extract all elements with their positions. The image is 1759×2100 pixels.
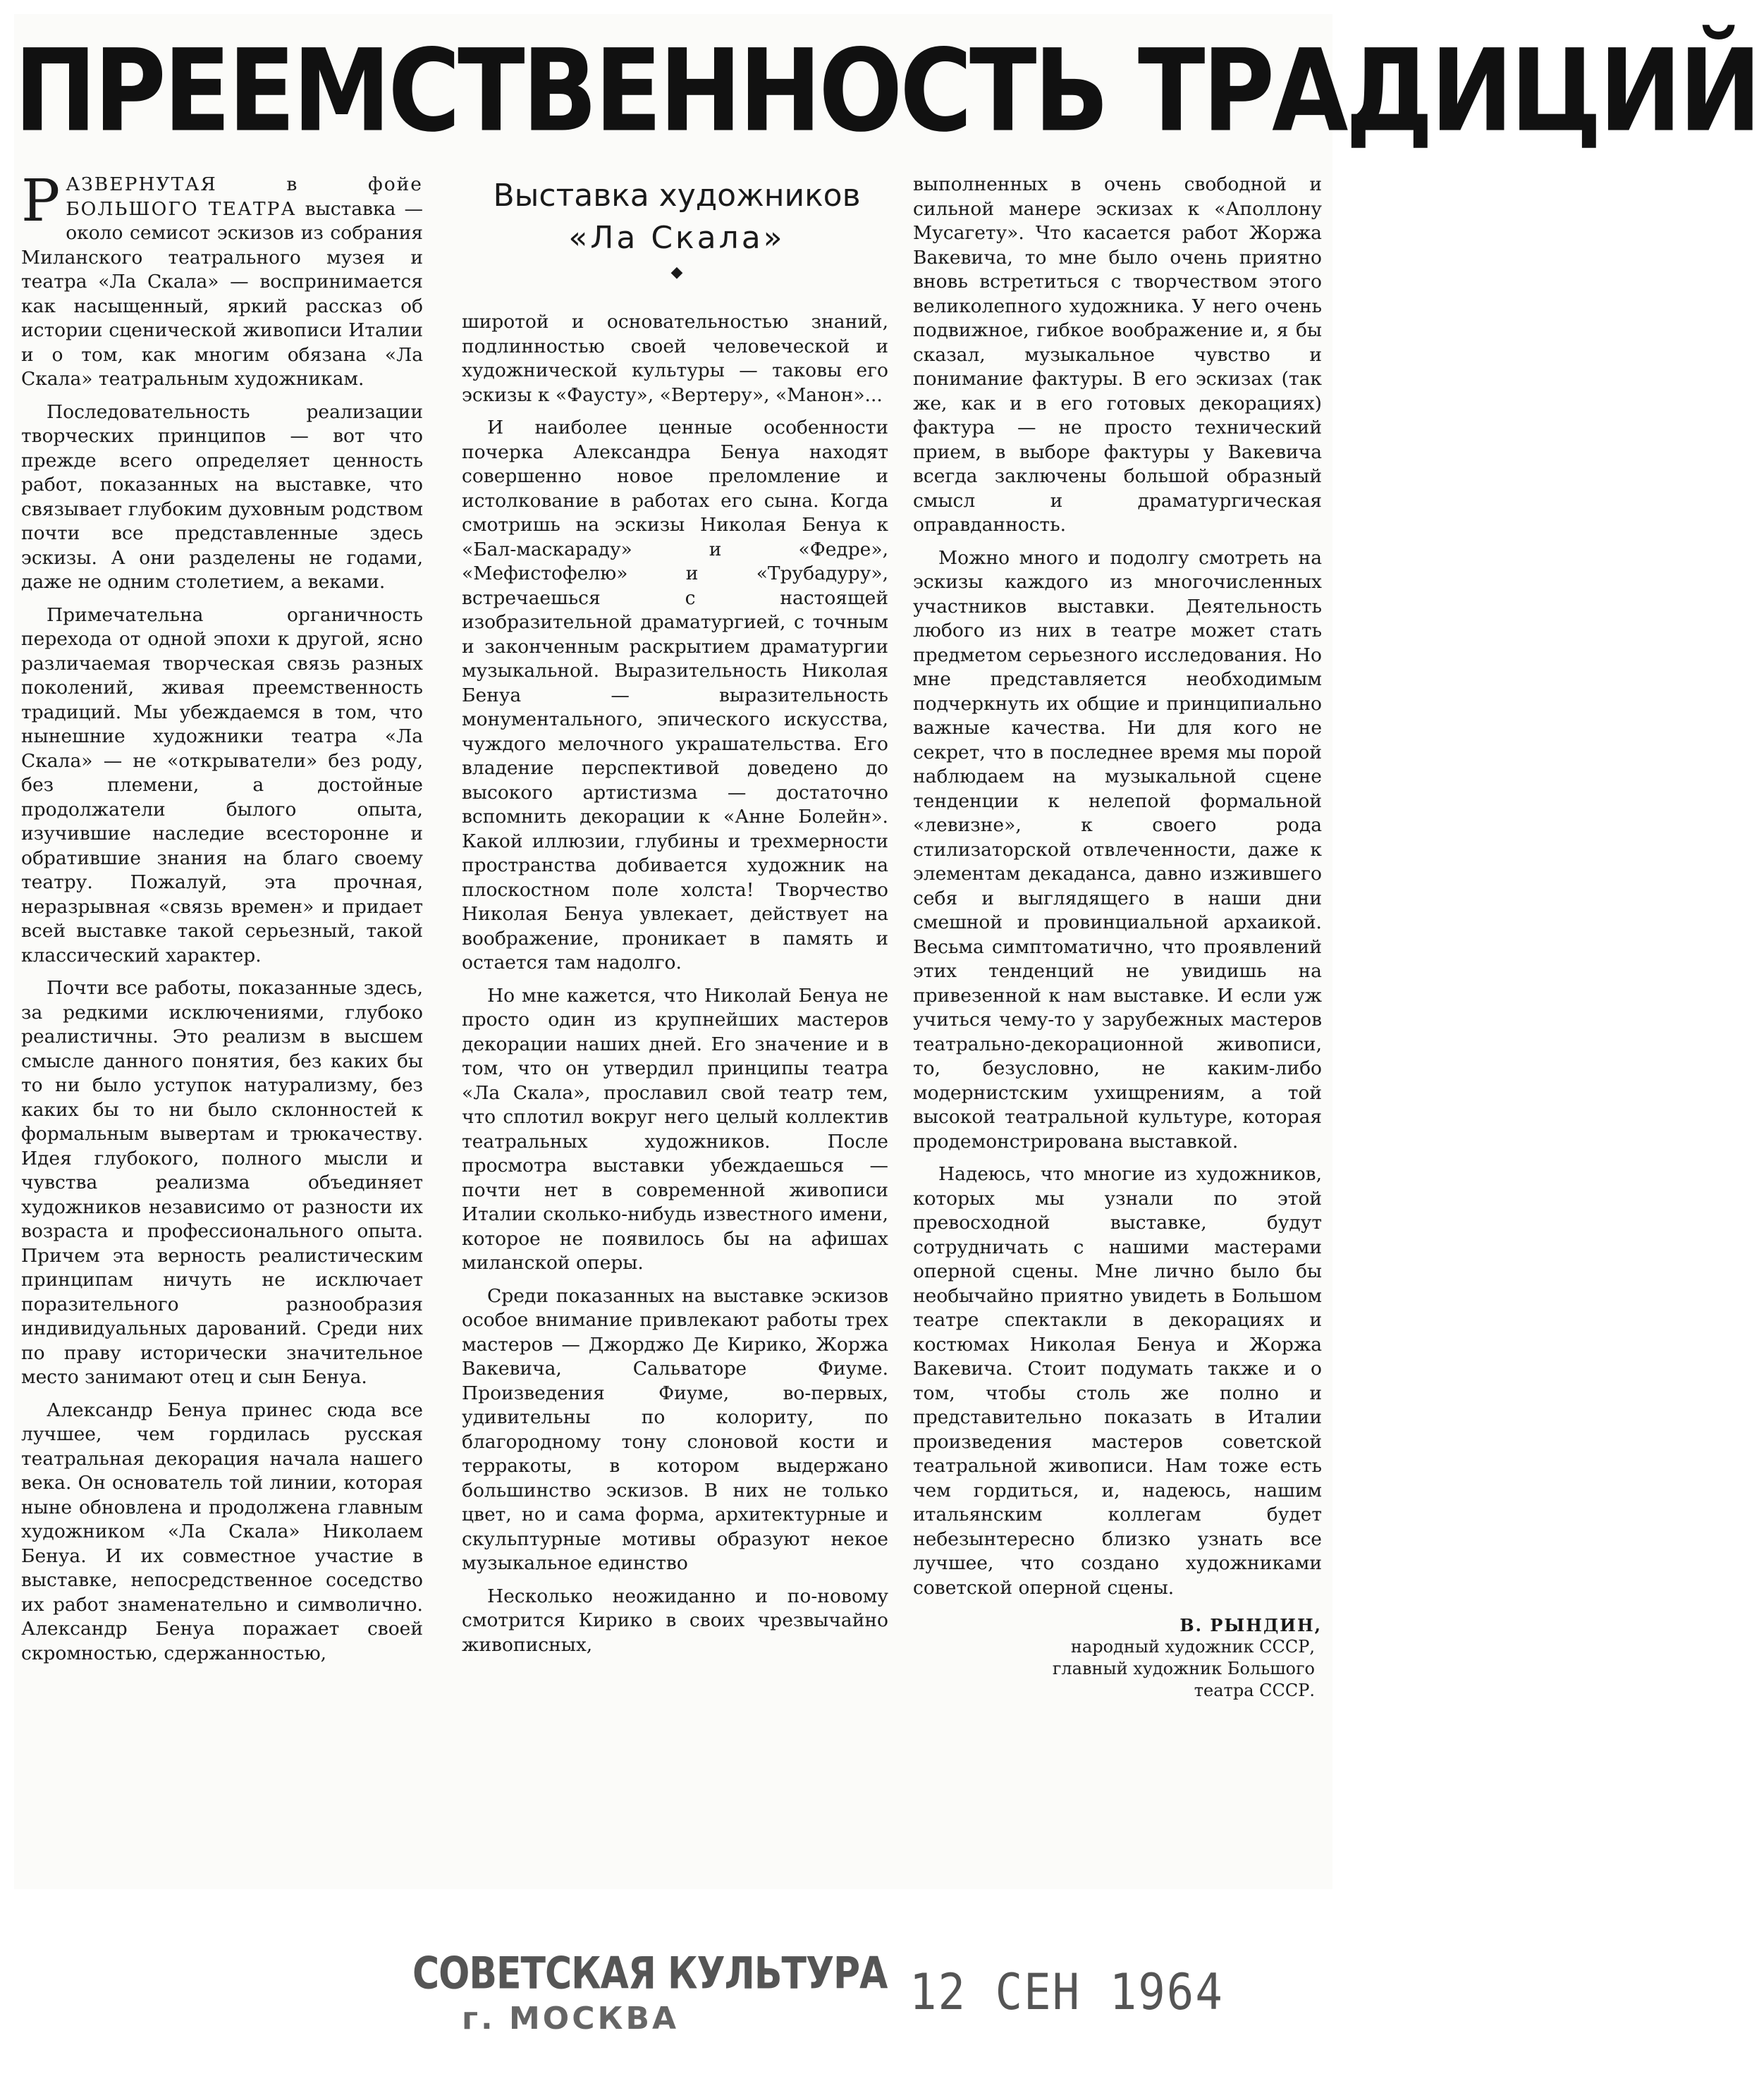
paragraph: Среди показанных на выставке эскизов особое внимание привлекают работы трех мастеров — Джорджо Де Кирико, Жоржа Вакевича, Сальваторе Фиуме. Произведения Фиуме, во-первых, удивительны по колориту, по благородному тону слоновой кости и терракоты, в котором выдержано большинство эскизов. В них не только цвет, но и сама форма, архитектурные и скульптурные мотивы образуют некое музыкальное единство xyxy=(462,1284,888,1574)
paragraph: выполненных в очень свободной и сильной манере эскизах к «Аполлону Мусагету». Что касается работ Жоржа Вакевича, то мне было очень приятно вновь встретиться с творчеством этого великолепного художника. У него очень подвижное, гибкое воображение и, я бы сказал, музыкальное чувство и понимание фактуры. В его эскизах (так же, как и в его готовых декорациях) фактура — не просто технический прием, в выборе фактуры у Вакевича всегда заключены большой образный смысл и драматургическая оправданность. xyxy=(913,173,1322,536)
paragraph: Надеюсь, что многие из художников, которых мы узнали по этой превосходной выставке, будут сотрудничать с нашими мастерами оперной сцены. Мне лично было бы необычайно приятно увидеть в Большом театре спектакли в декорациях и костюмах Николая Бенуа и Жоржа Вакевича. Стоит подумать также и о том, чтобы столь же полно и представительно показать в Италии произведения мастеров советской театральной живописи. Нам тоже есть чем гордиться, и, надеюсь, нашим итальянским коллегам будет небезынтересно близко узнать все лучшее, что создано художниками советской оперной сцены. xyxy=(913,1163,1322,1599)
column-3 xyxy=(913,173,1322,1702)
lead-caps: АЗВЕРНУТАЯ в фойе БОЛЬШОГО ТЕАТРА xyxy=(66,173,423,220)
newspaper-stamp xyxy=(412,1948,888,2037)
subhead-line-1: Выставка художников xyxy=(493,178,861,214)
lead-text: выставка — около семисот эскизов из собрания Миланского театрального музея и театра «Ла Скала» — воспринимается как насыщенный, яркий рассказ об истории сценической живописи Италии и о том, как многим обязана «Ла Скала» театральным художникам. xyxy=(21,197,423,390)
stamp-newspaper: СОВЕТСКАЯ КУЛЬТУРА xyxy=(412,1948,888,1999)
stamp-city: г. МОСКВА xyxy=(462,2001,680,2037)
paragraph: Почти все работы, показанные здесь, за редкими исключениями, глубоко реалистичны. Это реализм в высшем смысле данного понятия, без каких бы то ни было уступок натурализму, без каких бы то ни было склонностей к формальным вывертам и трюкачеству. Идея глубокого, полного мысли и чувства реализма объединяет художников независимо от разности их возраста и профессионального опыта. Причем эта верность реалистическим принципам ничуть не исключает поразительного разнообразия индивидуальных дарований. Среди них по праву исторически значительное место занимают отец и сын Бенуа. xyxy=(21,977,423,1388)
paragraph: Примечательна органичность перехода от одной эпохи к другой, ясно различаемая творческая связь разных поколений, живая преемственность традиций. Мы убеждаемся в том, что нынешние художники театра «Ла Скала» — не «открыватели» без роду, без племени, а достойные продолжатели былого опыта, изучившие наследие всесторонне и обратившие знания на благо своему театру. Пожалуй, эта прочная, неразрывная «связь времен» и придает всей выставке такой серьезный, такой классический характер. xyxy=(21,603,423,966)
article-headline: ПРЕЕМСТВЕННОСТЬ ТРАДИЦИЙ xyxy=(14,25,1759,158)
lead-paragraph xyxy=(21,168,423,392)
author-title: главный художник Большого xyxy=(1052,1659,1315,1678)
author-signature xyxy=(913,1614,1322,1702)
article-subheading xyxy=(465,176,888,281)
paragraph: широтой и основательностью знаний, подлинностью своей человеческой и художнической культуры — таковы его эскизы к «Фаусту», «Вертеру», «Манон»... xyxy=(462,311,888,406)
ornament-icon: ◆ xyxy=(670,264,683,281)
stamp-date: 12 СЕН 1964 xyxy=(909,1964,1224,2022)
column-2 xyxy=(462,310,888,1657)
drop-cap: Р xyxy=(21,168,61,235)
paragraph: И наиболее ценные особенности почерка Александра Бенуа находят совершенно новое преломление и истолкование в работах его сына. Когда смотришь на эскизы Николая Бенуа к «Бал-маскараду» и «Федре», «Мефистофелю» и «Трубадуру», встречаешься с настоящей изобразительной драматургией, с точным и законченным раскрытием драматургии музыкальной. Выразительность Николая Бенуа — выразительность монументального, эпического искусства, чуждого мелочного украшательства. Его владение перспективой доведено до высокого артистизма — достаточно вспомнить декорации к «Анне Болейн». Какой иллюзии, глубины и трехмерности пространства добивается художник на плоскостном поле холста! Творчество Николая Бенуа увлекает, действует на воображение, проникает в память и остается там надолго. xyxy=(462,417,888,974)
column-1 xyxy=(21,168,423,1666)
author-title: народный художник СССР, xyxy=(1070,1637,1315,1657)
paragraph: Можно много и подолгу смотреть на эскизы каждого из многочисленных участников выставки. Деятельность любого из них в театре может стать предметом серьезного исследования. Но мне представляется необходимым подчеркнуть их общие и принципиально важные качества. Ни для кого не секрет, что в последнее время мы порой наблюдаем на музыкальной сцене тенденции к нелепой формальной «левизне», к своего рода стилизаторской отвлеченности, даже к элементам декаданса, давно изжившего себя и выглядящего в наши дни смешной и провинциальной архаикой. Весьма симптоматично, что проявлений этих тенденций не увидишь на привезенной к нам выставке. И если уж учиться чему-то у зарубежных мастеров театрально-декорационной живописи, то, безусловно, не каким-либо модернистским ухищрениям, а той высокой театральной культуре, которая продемонстрирована выставкой. xyxy=(913,546,1322,1153)
author-title: театра СССР. xyxy=(1194,1681,1315,1700)
subhead-line-2: «Ла Скала» xyxy=(568,220,785,256)
paragraph: Александр Бенуа принес сюда все лучшее, чем гордилась русская театральная декорация начала нашего века. Он основатель той линии, которая ныне обновлена и продолжена главным художником «Ла Скала» Николаем Бенуа. И их совместное участие в выставке, непосредственное соседство их работ знаменательно и символично. Александр Бенуа поражает своей скромностью, сдержанностью, xyxy=(21,1399,423,1664)
paragraph: Несколько неожиданно и по-новому смотрится Кирико в своих чрезвычайно живописных, xyxy=(462,1585,888,1656)
paragraph: Но мне кажется, что Николай Бенуа не просто один из крупнейших мастеров декорации наших дней. Его значение и в том, что он утвердил принципы театра «Ла Скала», прославил свой театр тем, что сплотил вокруг него целый коллектив театральных художников. После просмотра выставки убеждаешься — почти нет в современной живописи Италии сколько-нибудь известного имени, которое не появилось бы на афишах миланской оперы. xyxy=(462,984,888,1274)
author-name: В. РЫНДИН, xyxy=(1179,1615,1322,1635)
paragraph: Последовательность реализации творческих принципов — вот что прежде всего определяет ценность работ, показанных на выставке, что связывает глубоким духовным родством почти все представленные здесь эскизы. А они разделены не годами, даже не одним столетием, а веками. xyxy=(21,400,423,593)
